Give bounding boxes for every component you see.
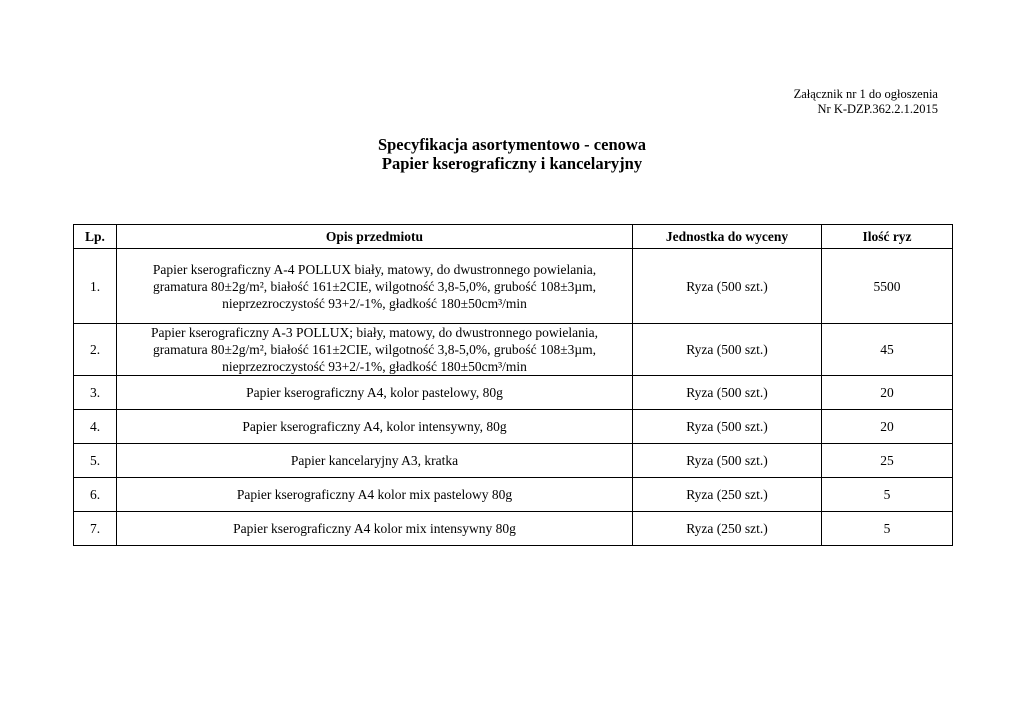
cell-description: Papier kancelaryjny A3, kratka bbox=[117, 444, 633, 478]
cell-lp: 6. bbox=[74, 478, 117, 512]
table-row bbox=[74, 249, 953, 324]
cell-lp: 2. bbox=[74, 324, 117, 376]
reference-number: Nr K-DZP.362.2.1.2015 bbox=[817, 102, 938, 116]
cell-description bbox=[117, 249, 633, 324]
cell-unit: Ryza (500 szt.) bbox=[633, 410, 822, 444]
specification-table bbox=[73, 224, 953, 546]
header-description: Opis przedmiotu bbox=[117, 225, 633, 249]
cell-quantity: 20 bbox=[822, 376, 953, 410]
cell-quantity: 5500 bbox=[822, 249, 953, 324]
header-lp: Lp. bbox=[74, 225, 117, 249]
table-row bbox=[74, 376, 953, 410]
cell-description: Papier kserograficzny A4, kolor pastelowy, 80g bbox=[117, 376, 633, 410]
cell-description: Papier kserograficzny A4, kolor intensywny, 80g bbox=[117, 410, 633, 444]
table-row bbox=[74, 444, 953, 478]
header-unit: Jednostka do wyceny bbox=[633, 225, 822, 249]
cell-description: Papier kserograficzny A4 kolor mix intensywny 80g bbox=[117, 512, 633, 546]
document-title bbox=[0, 135, 1024, 173]
table-row bbox=[74, 478, 953, 512]
cell-description: Papier kserograficzny A4 kolor mix pastelowy 80g bbox=[117, 478, 633, 512]
cell-lp: 3. bbox=[74, 376, 117, 410]
description-line: gramatura 80±2g/m², białość 161±2CIE, wilgotność 3,8-5,0%, grubość 108±3µm, bbox=[152, 342, 597, 357]
table-header-row bbox=[74, 225, 953, 249]
cell-lp: 1. bbox=[74, 249, 117, 324]
cell-unit: Ryza (500 szt.) bbox=[633, 376, 822, 410]
table-row bbox=[74, 410, 953, 444]
cell-quantity: 25 bbox=[822, 444, 953, 478]
description-line: nieprzezroczystość 93+2/-1%, gładkość 180±50cm³/min bbox=[222, 359, 527, 374]
table-row bbox=[74, 512, 953, 546]
cell-unit: Ryza (500 szt.) bbox=[633, 324, 822, 376]
annex-reference bbox=[794, 87, 938, 117]
cell-lp: 7. bbox=[74, 512, 117, 546]
description-line: nieprzezroczystość 93+2/-1%, gładkość 180±50cm³/min bbox=[222, 295, 527, 311]
description-line: Papier kserograficzny A-4 POLLUX biały, matowy, do dwustronnego powielania, bbox=[152, 261, 597, 277]
cell-unit: Ryza (500 szt.) bbox=[633, 444, 822, 478]
cell-quantity: 5 bbox=[822, 478, 953, 512]
title-line-2: Papier kserograficzny i kancelaryjny bbox=[381, 154, 643, 173]
cell-quantity: 5 bbox=[822, 512, 953, 546]
cell-description bbox=[117, 324, 633, 376]
cell-unit: Ryza (500 szt.) bbox=[633, 249, 822, 324]
cell-quantity: 45 bbox=[822, 324, 953, 376]
cell-lp: 4. bbox=[74, 410, 117, 444]
table-row bbox=[74, 324, 953, 376]
header-quantity: Ilość ryz bbox=[822, 225, 953, 249]
cell-unit: Ryza (250 szt.) bbox=[633, 512, 822, 546]
cell-lp: 5. bbox=[74, 444, 117, 478]
title-line-1: Specyfikacja asortymentowo - cenowa bbox=[377, 135, 647, 154]
annex-line: Załącznik nr 1 do ogłoszenia bbox=[793, 87, 938, 101]
description-line: gramatura 80±2g/m², białość 161±2CIE, wilgotność 3,8-5,0%, grubość 108±3µm, bbox=[152, 278, 597, 294]
description-line: Papier kserograficzny A-3 POLLUX; biały, matowy, do dwustronnego powielania, bbox=[150, 325, 599, 340]
cell-unit: Ryza (250 szt.) bbox=[633, 478, 822, 512]
cell-quantity: 20 bbox=[822, 410, 953, 444]
